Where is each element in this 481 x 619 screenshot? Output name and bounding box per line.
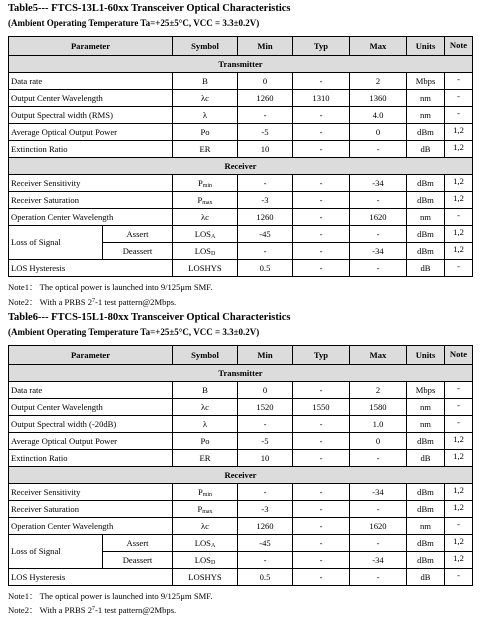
max-cell: 1360 xyxy=(350,90,407,107)
symbol-base: LOS xyxy=(194,228,211,239)
param-cell: Extinction Ratio xyxy=(9,141,173,158)
table6-note2 xyxy=(8,604,176,616)
table5-grid xyxy=(8,36,473,277)
typ-cell: - xyxy=(293,124,350,141)
min-cell: - xyxy=(238,484,293,501)
note-cell: - xyxy=(445,107,473,124)
typ-cell: - xyxy=(293,141,350,158)
typ-cell: - xyxy=(293,416,350,433)
note-cell: 1,2 xyxy=(445,175,473,192)
header-typ: Typ xyxy=(293,37,350,56)
symbol-subscript: max xyxy=(202,508,213,515)
header-parameter: Parameter xyxy=(9,37,173,56)
typ-cell: 1310 xyxy=(293,90,350,107)
table-row xyxy=(9,192,473,209)
min-cell: - xyxy=(238,107,293,124)
symbol-base: LOS xyxy=(194,245,211,256)
symbol-subscript: min xyxy=(202,182,213,189)
header-parameter: Parameter xyxy=(9,346,173,365)
note2-text: Note2： With a PRBS 2 xyxy=(8,297,93,307)
table-row xyxy=(9,209,473,226)
table-row xyxy=(9,450,473,467)
note-cell: 1,2 xyxy=(445,501,473,518)
typ-cell: - xyxy=(293,175,350,192)
note-cell: 1,2 xyxy=(445,450,473,467)
symbol-base: LOS xyxy=(194,537,211,548)
typ-cell: - xyxy=(293,535,350,552)
typ-cell: 1550 xyxy=(293,399,350,416)
units-cell: nm xyxy=(407,416,445,433)
max-cell: 1620 xyxy=(350,518,407,535)
max-cell: -34 xyxy=(350,552,407,569)
min-cell: 10 xyxy=(238,450,293,467)
param-cell: Output Center Wavelength xyxy=(9,399,173,416)
typ-cell: - xyxy=(293,450,350,467)
table-row xyxy=(9,569,473,586)
table-row xyxy=(9,518,473,535)
min-cell: -5 xyxy=(238,433,293,450)
param-cell: Extinction Ratio xyxy=(9,450,173,467)
note2-text-end: -1 test pattern@2Mbps. xyxy=(95,297,177,307)
section-label: Transmitter xyxy=(9,56,473,73)
typ-cell: - xyxy=(293,484,350,501)
max-cell: -34 xyxy=(350,484,407,501)
note-cell: - xyxy=(445,518,473,535)
note-cell: - xyxy=(445,260,473,277)
note2-text: Note2： With a PRBS 2 xyxy=(8,605,93,615)
typ-cell: - xyxy=(293,192,350,209)
symbol-cell xyxy=(173,535,238,552)
table5-subtitle: (Ambient Operating Temperature Ta=+25±5°C, VCC = 3.3±0.2V) xyxy=(8,18,260,28)
section-row-receiver xyxy=(9,467,473,484)
max-cell: 0 xyxy=(350,124,407,141)
min-cell: 10 xyxy=(238,141,293,158)
note-cell: - xyxy=(445,90,473,107)
header-note: Note xyxy=(445,346,473,365)
table5-note2 xyxy=(8,296,176,308)
typ-cell: - xyxy=(293,433,350,450)
min-cell: -3 xyxy=(238,501,293,518)
note-cell: 1,2 xyxy=(445,484,473,501)
typ-cell: - xyxy=(293,501,350,518)
symbol-cell xyxy=(173,175,238,192)
units-cell: dBm xyxy=(407,192,445,209)
symbol-base: P xyxy=(197,194,203,205)
table5-note1: Note1： The optical power is launched into 9/125μm SMF. xyxy=(8,282,213,292)
note-cell: 1,2 xyxy=(445,552,473,569)
header-min: Min xyxy=(238,346,293,365)
max-cell: - xyxy=(350,192,407,209)
table-row xyxy=(9,484,473,501)
symbol-cell xyxy=(173,552,238,569)
header-max: Max xyxy=(350,37,407,56)
section-label: Receiver xyxy=(9,158,473,175)
units-cell: dBm xyxy=(407,433,445,450)
symbol-base: λc xyxy=(201,211,209,222)
symbol-cell xyxy=(173,501,238,518)
symbol-base: P xyxy=(197,486,203,497)
section-row-receiver xyxy=(9,158,473,175)
max-cell: -34 xyxy=(350,175,407,192)
max-cell: - xyxy=(350,501,407,518)
table-row xyxy=(9,124,473,141)
min-cell: -45 xyxy=(238,226,293,243)
param-cell: LOS Hysteresis xyxy=(9,569,173,586)
min-cell: -3 xyxy=(238,192,293,209)
header-symbol: Symbol xyxy=(173,346,238,365)
param-cell: Average Optical Output Power xyxy=(9,124,173,141)
table-row-los-assert xyxy=(9,535,473,552)
min-cell: 0.5 xyxy=(238,569,293,586)
table-row-los-assert xyxy=(9,226,473,243)
symbol-cell xyxy=(173,192,238,209)
symbol-cell: λc xyxy=(173,399,238,416)
table-row xyxy=(9,433,473,450)
symbol-cell: LOSHYS xyxy=(173,260,238,277)
table-header-row xyxy=(9,346,473,365)
note2-text-end: -1 test pattern@2Mbps. xyxy=(95,605,177,615)
units-cell: dBm xyxy=(407,501,445,518)
symbol-cell xyxy=(173,226,238,243)
header-max: Max xyxy=(350,346,407,365)
typ-cell: - xyxy=(293,73,350,90)
max-cell: 1620 xyxy=(350,209,407,226)
section-row-transmitter xyxy=(9,365,473,382)
max-cell: - xyxy=(350,141,407,158)
header-typ: Typ xyxy=(293,346,350,365)
table6-title: Table6--- FTCS-15L1-80xx Transceiver Optical Characteristics xyxy=(8,312,291,323)
section-row-transmitter xyxy=(9,56,473,73)
min-cell: 0 xyxy=(238,73,293,90)
table-row xyxy=(9,141,473,158)
header-units: Units xyxy=(407,37,445,56)
units-cell: dBm xyxy=(407,535,445,552)
table6-grid xyxy=(8,345,473,586)
table-row xyxy=(9,382,473,399)
symbol-base: P xyxy=(197,177,203,188)
typ-cell: - xyxy=(293,382,350,399)
max-cell: - xyxy=(350,450,407,467)
min-cell: 0 xyxy=(238,382,293,399)
los-deassert-label: Deassert xyxy=(103,243,173,260)
table-row xyxy=(9,501,473,518)
param-cell: Receiver Saturation xyxy=(9,501,173,518)
max-cell: - xyxy=(350,260,407,277)
note-cell: 1,2 xyxy=(445,226,473,243)
table-row xyxy=(9,260,473,277)
typ-cell: - xyxy=(293,552,350,569)
typ-cell: - xyxy=(293,569,350,586)
symbol-subscript: D xyxy=(210,250,216,257)
symbol-subscript: min xyxy=(202,491,213,498)
param-cell: Output Spectral width (RMS) xyxy=(9,107,173,124)
typ-cell: - xyxy=(293,107,350,124)
max-cell: - xyxy=(350,535,407,552)
header-min: Min xyxy=(238,37,293,56)
note-cell: 1,2 xyxy=(445,141,473,158)
units-cell: nm xyxy=(407,399,445,416)
symbol-base: P xyxy=(197,503,203,514)
min-cell: 1520 xyxy=(238,399,293,416)
section-label: Transmitter xyxy=(9,365,473,382)
param-cell: Output Spectral width (-20dB) xyxy=(9,416,173,433)
table6-subtitle: (Ambient Operating Temperature Ta=+25±5°C, VCC = 3.3±0.2V) xyxy=(8,327,260,337)
param-cell: Operation Center Wavelength xyxy=(9,518,173,535)
units-cell: dBm xyxy=(407,175,445,192)
units-cell: Mbps xyxy=(407,73,445,90)
note-cell: 1,2 xyxy=(445,124,473,141)
min-cell: 1260 xyxy=(238,209,293,226)
min-cell: -5 xyxy=(238,124,293,141)
param-cell: Output Center Wavelength xyxy=(9,90,173,107)
note2-exponent: 7 xyxy=(92,606,96,612)
symbol-cell: B xyxy=(173,73,238,90)
units-cell: Mbps xyxy=(407,382,445,399)
symbol-subscript: A xyxy=(210,233,216,240)
min-cell: 1260 xyxy=(238,518,293,535)
table6-note1: Note1： The optical power is launched into 9/125μm SMF. xyxy=(8,591,213,601)
los-assert-label: Assert xyxy=(103,535,173,552)
max-cell: 1580 xyxy=(350,399,407,416)
min-cell: 0.5 xyxy=(238,260,293,277)
max-cell: - xyxy=(350,226,407,243)
symbol-subscript: max xyxy=(202,199,213,206)
symbol-cell: ER xyxy=(173,450,238,467)
symbol-subscript: D xyxy=(210,559,216,566)
note-cell: 1,2 xyxy=(445,243,473,260)
table-row xyxy=(9,416,473,433)
symbol-subscript: A xyxy=(210,542,216,549)
note-cell: - xyxy=(445,569,473,586)
typ-cell: - xyxy=(293,260,350,277)
symbol-cell: LOSHYS xyxy=(173,569,238,586)
symbol-cell: λc xyxy=(173,90,238,107)
max-cell: 4.0 xyxy=(350,107,407,124)
units-cell: nm xyxy=(407,107,445,124)
table-row xyxy=(9,73,473,90)
note-cell: 1,2 xyxy=(445,535,473,552)
table-row xyxy=(9,175,473,192)
param-cell: Receiver Sensitivity xyxy=(9,175,173,192)
symbol-cell xyxy=(173,209,238,226)
min-cell: - xyxy=(238,243,293,260)
symbol-cell: Po xyxy=(173,124,238,141)
note-cell: - xyxy=(445,209,473,226)
symbol-cell xyxy=(173,518,238,535)
header-note: Note xyxy=(445,37,473,56)
symbol-cell: B xyxy=(173,382,238,399)
units-cell: dB xyxy=(407,569,445,586)
header-units: Units xyxy=(407,346,445,365)
los-label-cell: Loss of Signal xyxy=(9,226,103,260)
units-cell: nm xyxy=(407,518,445,535)
typ-cell: - xyxy=(293,243,350,260)
units-cell: dBm xyxy=(407,226,445,243)
units-cell: nm xyxy=(407,90,445,107)
min-cell: - xyxy=(238,416,293,433)
symbol-base: λc xyxy=(201,520,209,531)
param-cell: Receiver Saturation xyxy=(9,192,173,209)
units-cell: dBm xyxy=(407,243,445,260)
units-cell: dB xyxy=(407,141,445,158)
param-cell: Operation Center Wavelength xyxy=(9,209,173,226)
symbol-cell xyxy=(173,243,238,260)
note-cell: - xyxy=(445,399,473,416)
units-cell: dBm xyxy=(407,484,445,501)
note-cell: 1,2 xyxy=(445,433,473,450)
los-label-cell: Loss of Signal xyxy=(9,535,103,569)
table-row xyxy=(9,399,473,416)
max-cell: 1.0 xyxy=(350,416,407,433)
max-cell: 2 xyxy=(350,382,407,399)
symbol-cell: λ xyxy=(173,416,238,433)
table-header-row xyxy=(9,37,473,56)
max-cell: 0 xyxy=(350,433,407,450)
typ-cell: - xyxy=(293,209,350,226)
max-cell: -34 xyxy=(350,243,407,260)
los-assert-label: Assert xyxy=(103,226,173,243)
param-cell: Average Optical Output Power xyxy=(9,433,173,450)
max-cell: - xyxy=(350,569,407,586)
units-cell: dBm xyxy=(407,552,445,569)
symbol-base: LOS xyxy=(194,554,211,565)
note-cell: - xyxy=(445,73,473,90)
units-cell: dB xyxy=(407,450,445,467)
header-symbol: Symbol xyxy=(173,37,238,56)
units-cell: dB xyxy=(407,260,445,277)
min-cell: - xyxy=(238,175,293,192)
symbol-cell: Po xyxy=(173,433,238,450)
table5-title: Table5--- FTCS-13L1-60xx Transceiver Optical Characteristics xyxy=(8,3,291,14)
note-cell: - xyxy=(445,416,473,433)
table-row xyxy=(9,90,473,107)
symbol-cell xyxy=(173,484,238,501)
typ-cell: - xyxy=(293,518,350,535)
min-cell: -45 xyxy=(238,535,293,552)
typ-cell: - xyxy=(293,226,350,243)
section-label: Receiver xyxy=(9,467,473,484)
symbol-cell: ER xyxy=(173,141,238,158)
param-cell: Data rate xyxy=(9,73,173,90)
param-cell: LOS Hysteresis xyxy=(9,260,173,277)
max-cell: 2 xyxy=(350,73,407,90)
note-cell: - xyxy=(445,382,473,399)
param-cell: Data rate xyxy=(9,382,173,399)
units-cell: dBm xyxy=(407,124,445,141)
param-cell: Receiver Sensitivity xyxy=(9,484,173,501)
los-deassert-label: Deassert xyxy=(103,552,173,569)
min-cell: 1260 xyxy=(238,90,293,107)
min-cell: - xyxy=(238,552,293,569)
note-cell: 1,2 xyxy=(445,192,473,209)
note2-exponent: 7 xyxy=(92,298,96,304)
symbol-cell: λ xyxy=(173,107,238,124)
units-cell: nm xyxy=(407,209,445,226)
table-row xyxy=(9,107,473,124)
